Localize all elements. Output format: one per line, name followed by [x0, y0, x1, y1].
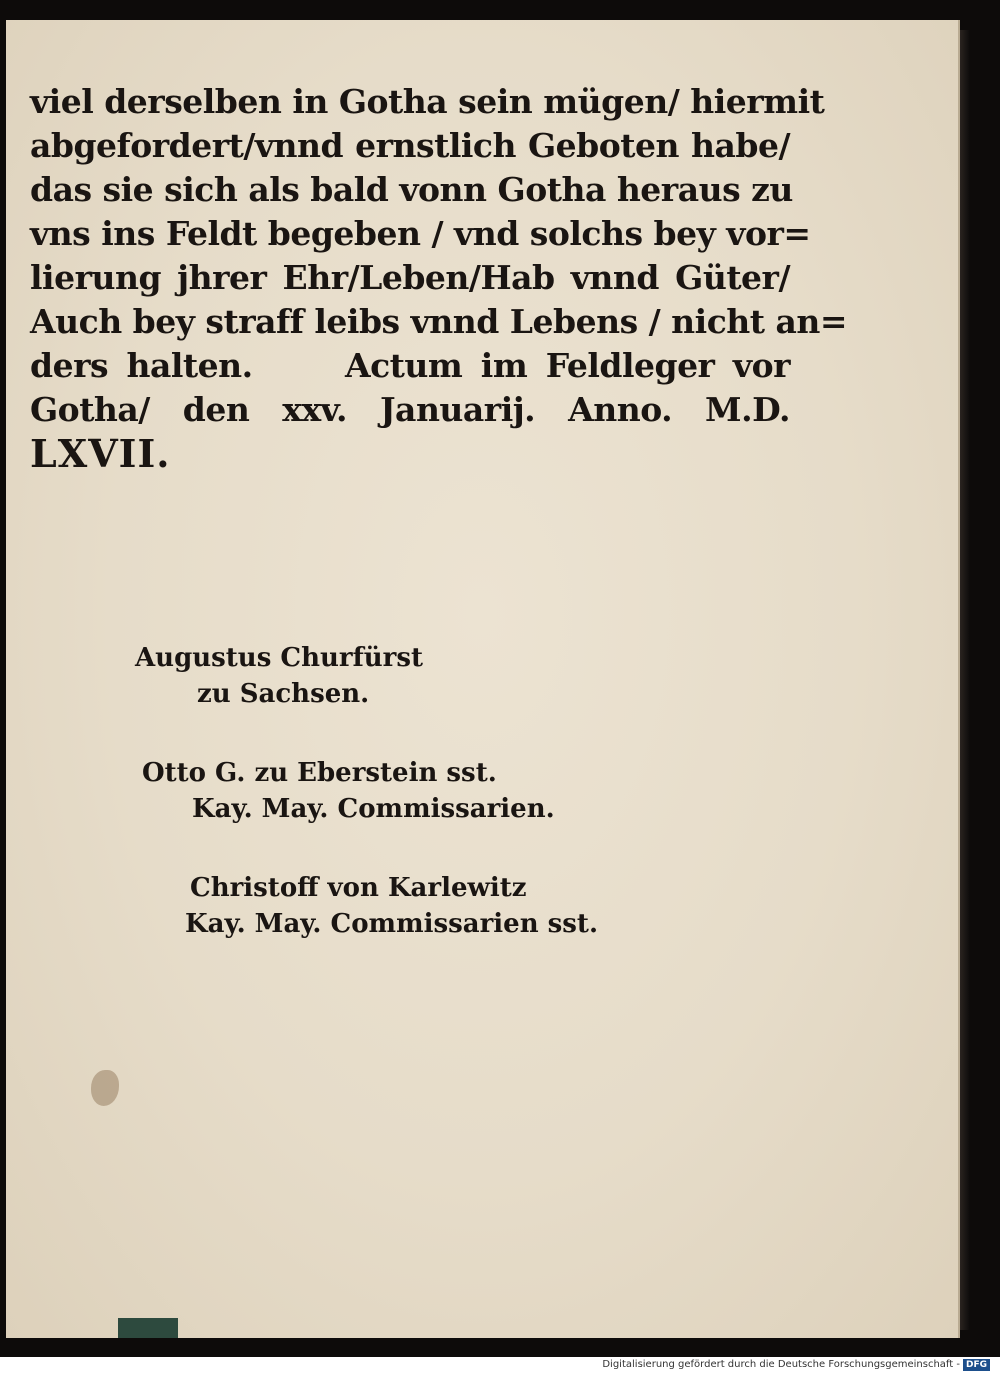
text-line: ders halten. Actum im Feldleger vor: [30, 346, 790, 385]
signature-name: Augustus Churfürst: [135, 643, 424, 673]
signature-title: Kay. May. Commissarien sst.: [185, 909, 598, 939]
dfg-logo[interactable]: DFG: [963, 1359, 990, 1371]
signature-otto: [142, 755, 555, 827]
text-line: Gotha/ den xxv. Januarij. Anno. M.D.: [30, 390, 790, 429]
signature-title: Kay. May. Commissarien.: [192, 794, 555, 824]
text-line: das sie sich als bald vonn Gotha heraus zu: [30, 170, 793, 209]
signature-name: Christoff von Karlewitz: [190, 873, 527, 903]
text-line: vns ins Feldt begeben / vnd solchs bey vor=: [30, 214, 811, 253]
text-line: lierung jhrer Ehr/Leben/Hab vnnd Güter/: [30, 258, 790, 297]
ink-stain: [91, 1070, 119, 1106]
funding-credit: Digitalisierung gefördert durch die Deutsche Forschungsgemeinschaft -: [602, 1359, 960, 1370]
text-line: viel derselben in Gotha sein mügen/ hiermit: [30, 82, 825, 121]
signature-augustus: [135, 640, 423, 712]
page-tab-marker: [118, 1318, 178, 1338]
date-numeral-line: LXVII.: [30, 431, 171, 476]
signature-name: Otto G. zu Eberstein sst.: [142, 758, 497, 788]
text-line: Auch bey straff leibs vnnd Lebens / nicht an=: [30, 302, 848, 341]
text-line: abgefordert/vnnd ernstlich Geboten habe/: [30, 126, 790, 165]
main-text-block: [30, 80, 848, 476]
signature-christoff: [185, 870, 598, 942]
signature-title: zu Sachsen.: [197, 679, 370, 709]
